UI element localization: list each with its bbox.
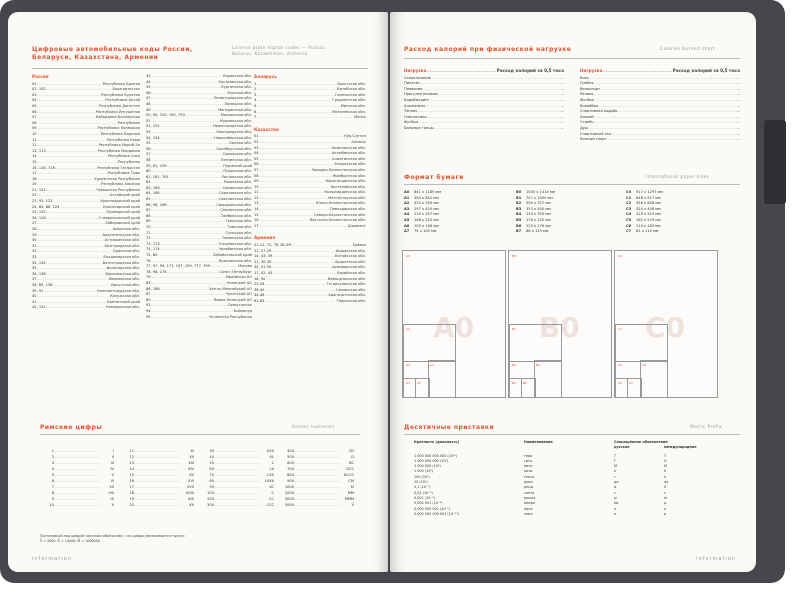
left-page — [8, 12, 388, 572]
paper-size-label: C1 — [618, 327, 623, 331]
list-item: Плавание ..... ... — [404, 87, 564, 93]
roman-row: 2000 ..... MM — [284, 490, 354, 496]
list-item: 18, 50 ..... Вайоцдзорская обл. — [254, 277, 366, 283]
paper-size-label: A0 — [406, 254, 410, 258]
list-item: 16, 116, 716 ..... Республика Татарстан — [32, 166, 140, 172]
list-item: 60 ..... Псковская обл. — [146, 169, 252, 175]
list-item: 79 ..... Еврейская АО — [146, 275, 252, 281]
list-item: 21, 121 ..... Чувашская Республика — [32, 188, 140, 194]
calories-right-table: Нагрузка ..... Расход калорий за 0,5 часа Бокс ..... ... Гребля ..... ... Велоспорт ..... ... Ролики ..... ... Футбол ..... ... Волейбол ..... ... Спортивная ходьба ..... ... Хоккей ..... ... Стрейч ..... ... Душ ..... ... Спортивный зал ..... ... Конный спорт ..... ... — [580, 68, 740, 143]
list-item: 07 ..... Кабардино-Балкарская — [32, 115, 140, 121]
list-item: 07 ..... Западно-Казахстанская обл. — [254, 168, 366, 174]
list-item: 06 ..... Республика Ингушетия — [32, 110, 140, 116]
list-item: 74, 174 ..... Челябинская обл. — [146, 247, 252, 253]
list-item: 13, 113 ..... Республика Мордовия — [32, 149, 140, 155]
list-item: 61, 161, 761 ..... Ростовская обл. — [146, 175, 252, 181]
list-item: Прогулка пешком ..... ... — [404, 92, 564, 98]
roman-note: Постановкой над цифрой черточки обозначают, что цифра увеличивается тысячу: V̅ = 5000; X̅ = 10000; M̅ = 1000000 — [40, 534, 186, 543]
list-item: Волейбол ..... ... — [580, 104, 740, 110]
paper-size-row: A4 210 x 297 мм — [404, 212, 439, 217]
paper-size-label: C0 — [618, 254, 623, 258]
list-item: 62 ..... Рязанская обл. — [146, 180, 252, 186]
roman-row: 11 ..... XI — [124, 448, 194, 454]
list-item: 36-40 ..... Сюникская обл. — [254, 288, 366, 294]
paper-size-label: C5 — [629, 381, 634, 385]
paper-size-row: C6 114 x 162 мм — [626, 223, 661, 228]
list-item: 30 ..... Астраханская обл. — [32, 238, 140, 244]
roman-row: 3000 ..... MMM — [284, 496, 354, 502]
list-item: 36, 136 ..... Воронежская обл. — [32, 272, 140, 278]
roman-row: 300 ..... CCC — [204, 502, 274, 508]
list-item: 57 ..... Орловская обл. — [146, 152, 252, 158]
roman-row: 30 ..... XXX — [204, 448, 274, 454]
divider — [32, 68, 368, 69]
roman-row: 15 ..... XV — [124, 472, 194, 478]
paper-watermark: A0 — [433, 311, 475, 344]
paper-size-label: B4 — [512, 381, 516, 385]
roman-row: 90 ..... XC — [204, 484, 274, 490]
list-item: 19 ..... Республика Хакасия — [32, 182, 140, 188]
list-item: 08 ..... Жамбылская обл. — [254, 174, 366, 180]
paper-size-label: B5 — [523, 381, 527, 385]
list-item: 06 ..... Атырауская обл. — [254, 162, 366, 168]
list-item: 38, 85, 138 ..... Иркутская обл. — [32, 283, 140, 289]
list-item: Бодибилдинг ..... ... — [404, 98, 564, 104]
list-item: Конный спорт ..... ... — [580, 137, 740, 143]
page-footer: information — [696, 556, 736, 562]
paper-size-row: B3 353 x 500 мм — [516, 206, 551, 211]
list-item: 54, 154 ..... Новосибирская обл. — [146, 136, 252, 142]
page-footer: information — [32, 556, 72, 562]
list-item: 32 ..... Брянская обл. — [32, 249, 140, 255]
prefix-row: 1 000 000 000 (10⁹) гига Г G — [414, 458, 667, 463]
divider — [40, 434, 360, 435]
paper-size-row: B6 125 x 176 мм — [516, 223, 551, 228]
list-item: 4 ..... Гродненская обл. — [254, 98, 366, 104]
list-item: 15 ..... Республика — [32, 160, 140, 166]
list-item: 73, 173 ..... Ульяновская обл. — [146, 242, 252, 248]
list-item: Стрейч ..... ... — [580, 120, 740, 126]
list-item: 63, 163 ..... Самарская обл. — [146, 186, 252, 192]
paper-subtitle: International paper sizes — [646, 175, 710, 180]
list-item: 40 ..... Калужская обл. — [32, 294, 140, 300]
list-item: Велоспорт ..... ... — [580, 87, 740, 93]
list-item: 5 ..... Минская обл. — [254, 104, 366, 110]
list-item: 42, 142 ..... Кемеровская обл. — [32, 305, 140, 311]
paper-b-series — [516, 190, 606, 235]
list-item: Скалолазание ..... ... — [404, 76, 564, 82]
list-item: 92 ..... Севастополь — [146, 303, 252, 309]
roman-row: 600 ..... DC — [284, 460, 354, 466]
list-item: 37 ..... Ивановская обл. — [32, 277, 140, 283]
list-item: 12 ..... Республика Марий Эл — [32, 143, 140, 149]
list-item: 86, 186 ..... Ханты-Мансийский АО — [146, 287, 252, 293]
prefix-table: Кратность (дольность) Наименование Сокращённое обозначение русское международное 1 000 000 000 000 (10¹²) тера Т T 1 000 000 000 (10⁹) гига Г G 1 000 000 (10⁶) мега М M 1 000 (10³) кило к k 100 (10²) гекто г h 10 (10¹) дека да da 0,1 (10⁻¹) деци д d 0,01 (10⁻²) санти с c 0,001 (10⁻³) милли м m 0,000 001 (10⁻⁶) микро мк μ 0,000 000 001 (10⁻⁹) нано н n 0,000 000 000 001 (10⁻¹²) пико п p — [414, 440, 724, 517]
list-item: 1 ..... Брестская обл. — [254, 82, 366, 88]
list-item: 34, 134 ..... Волгоградская обл. — [32, 261, 140, 267]
paper-size-row: B1 707 x 1000 мм — [516, 195, 553, 200]
paper-size-row: C0 917 x 1297 мм — [626, 190, 663, 194]
roman-row: 4 ..... IV — [44, 466, 114, 472]
paper-watermark: B0 — [539, 311, 580, 344]
list-item: 01-11, 72, 78, 81-99 ..... Ереван — [254, 243, 366, 249]
calories-subtitle: Calories burned chart — [660, 47, 715, 52]
list-item: 78, 98, 178 ..... Санкт-Петербург — [146, 270, 252, 276]
list-item: 03 ..... Республика Бурятия — [32, 93, 140, 99]
list-item: 01 ..... Республика Адыгея — [32, 82, 140, 88]
prefix-subtitle: Metric Prefix — [690, 425, 722, 430]
paper-size-row: B7 88 x 125 мм — [516, 229, 549, 234]
list-item: 52, 152 ..... Нижегородская обл. — [146, 124, 252, 130]
roman-row: 800 ..... DCCC — [284, 472, 354, 478]
roman-row: 40 ..... XL — [204, 454, 274, 460]
plate-codes-subtitle: License plate digital codes — Russia, Belarus, Kazakhstan, Armenia — [232, 46, 327, 57]
list-item: 21, 30-35 ..... Араратская обл. — [254, 260, 366, 266]
list-item: 47 ..... Ленинградская обл. — [146, 96, 252, 102]
roman-row: 6 ..... VI — [44, 478, 114, 484]
paper-size-row: B0 1000 x 1414 мм — [516, 190, 556, 194]
paper-size-row: B2 500 x 707 мм — [516, 201, 551, 206]
list-item: 03 ..... Акмолинская обл. — [254, 146, 366, 152]
list-item: 08 ..... Республика — [32, 121, 140, 127]
list-item: 83 ..... Ненецкий АО — [146, 281, 252, 287]
list-item: 17 ..... Республика Тыва — [32, 171, 140, 177]
roman-row: 9 ..... IX — [44, 496, 114, 502]
list-item: 17 ..... Шымкент — [254, 224, 366, 230]
list-item: 95 ..... Чеченская Республика — [146, 315, 252, 321]
paper-a-series — [404, 190, 494, 235]
roman-row: 13 ..... XIII — [124, 460, 194, 466]
list-item: 53 ..... Новгородская обл. — [146, 130, 252, 136]
calories-title: Расход калорий при физической нагрузке — [404, 46, 572, 53]
list-item: 02 ..... Алматы — [254, 140, 366, 146]
roman-row: 8 ..... VIII — [44, 490, 114, 496]
paper-diagram-a — [402, 250, 506, 398]
list-item: 7 ..... Минск — [254, 115, 366, 121]
list-item: 44 ..... Костромская обл. — [146, 80, 252, 86]
list-item: 48 ..... Липецкая обл. — [146, 102, 252, 108]
roman-row: 17 ..... XVII — [124, 484, 194, 490]
divider — [404, 434, 740, 435]
prefix-row: 0,01 (10⁻²) санти с c — [414, 490, 666, 495]
list-item: Футбол ..... ... — [404, 120, 564, 126]
list-item: 64, 164 ..... Саратовская обл. — [146, 191, 252, 197]
prefix-row: 0,000 000 000 001 (10⁻¹²) пико п p — [414, 511, 667, 516]
list-item: 13 ..... Южно-Казахстанская обл. — [254, 201, 366, 207]
list-item: 65 ..... Сахалинская обл. — [146, 197, 252, 203]
roman-row: 19 ..... XIX — [124, 496, 194, 502]
paper-size-row: C5 162 x 229 мм — [626, 217, 661, 222]
roman-subtitle: Roman numerals — [292, 425, 335, 430]
paper-diagram-c — [614, 250, 718, 398]
russia-heading: Россия — [32, 74, 49, 79]
list-item: 3 ..... Гомельская обл. — [254, 93, 366, 99]
roman-row: 500 ..... D — [284, 454, 354, 460]
list-item: 41 ..... Камчатский край — [32, 300, 140, 306]
list-item: 77, 97, 99, 177, 197, 199, 777, 799 ..... Москва — [146, 264, 252, 270]
kazakhstan-heading: Казахстан — [254, 126, 279, 132]
list-item: 44-48 ..... Арагацотнская обл. — [254, 293, 366, 299]
list-item: 50, 90, 150, 190, 750 ..... Московская обл. — [146, 113, 252, 119]
list-item: 68 ..... Тамбовская обл. — [146, 214, 252, 220]
list-item: 11 ..... Республика Коми — [32, 138, 140, 144]
paper-c-series — [626, 190, 716, 235]
list-item: Спортивный зал ..... ... — [580, 132, 740, 138]
list-item: 49 ..... Магаданская обл. — [146, 108, 252, 114]
roman-row: 80 ..... LXXX — [204, 478, 274, 484]
roman-column — [204, 448, 274, 508]
list-item: 16 ..... Восточно-Казахстанская обл. — [254, 218, 366, 224]
roman-row: 2 ..... II — [44, 454, 114, 460]
list-item: 14, 43, 49 ..... Котайкская обл. — [254, 254, 366, 260]
list-item: 17, 42, 43 ..... Лорийская обл. — [254, 271, 366, 277]
list-item: 18 ..... Удмуртская Республика — [32, 177, 140, 183]
list-item: 58 ..... Пензенская обл. — [146, 158, 252, 164]
roman-row: 12 ..... XII — [124, 454, 194, 460]
list-item: 01 ..... Нур-Султан — [254, 134, 366, 140]
prefix-row: 0,000 000 001 (10⁻⁹) нано н n — [414, 506, 667, 511]
list-item: 72 ..... Тюменская обл. — [146, 236, 252, 242]
roman-row: 1000 ..... M — [284, 484, 354, 490]
roman-column — [124, 448, 194, 508]
list-item: 31 ..... Белгородская обл. — [32, 244, 140, 250]
roman-row: 400 ..... CD — [284, 448, 354, 454]
paper-size-label: C3 — [618, 363, 623, 367]
list-item: 04 ..... Актюбинская обл. — [254, 151, 366, 157]
roman-row: 20 ..... XX — [124, 502, 194, 508]
roman-row: 3 ..... III — [44, 460, 114, 466]
list-item: 2 ..... Витебская обл. — [254, 87, 366, 93]
roman-row: 1 ..... I — [44, 448, 114, 454]
list-item: 46 ..... Курская обл. — [146, 91, 252, 97]
list-item: 24, 84, 88, 124 ..... Красноярский край — [32, 205, 140, 211]
list-item: 22 ..... Алтайский край — [32, 193, 140, 199]
roman-row: 18 ..... XVIII — [124, 490, 194, 496]
list-item: Пилатес ..... ... — [404, 81, 564, 87]
elastic-strap — [764, 120, 786, 204]
prefix-row: 100 (10²) гекто г h — [414, 474, 667, 479]
list-item: Альпинизм ..... ... — [404, 104, 564, 110]
list-item: 04 ..... Республика Алтай — [32, 98, 140, 104]
list-item: 55 ..... Омская обл. — [146, 141, 252, 147]
list-item: 09 ..... Карагандинская обл. — [254, 179, 366, 185]
paper-size-label: C2 — [642, 363, 647, 367]
roman-title: Римские цифры — [40, 424, 103, 431]
paper-size-label: A3 — [406, 363, 410, 367]
paper-size-label: A1 — [406, 327, 410, 331]
list-item: 29 ..... Архангельская обл. — [32, 233, 140, 239]
list-item: 28 ..... Амурская обл. — [32, 227, 140, 233]
paper-size-label: B3 — [512, 363, 516, 367]
roman-row: 200 ..... CC — [204, 496, 274, 502]
divider — [404, 184, 740, 185]
armenia-heading: Армения — [254, 235, 276, 241]
paper-size-row: A7 74 x 105 мм — [404, 229, 437, 234]
paper-size-row: A5 148 x 210 мм — [404, 217, 439, 222]
list-item: 39, 91 ..... Калининградская обл. — [32, 289, 140, 295]
paper-size-row: A6 105 x 148 мм — [404, 223, 439, 228]
roman-row: 16 ..... XVI — [124, 478, 194, 484]
paper-size-label: B1 — [512, 327, 516, 331]
list-item: 75, 80 ..... Забайкальский край — [146, 253, 252, 259]
list-item: 25-26 ..... Гегаркуникская обл. — [254, 282, 366, 288]
paper-size-row: A3 297 x 420 мм — [404, 206, 439, 211]
list-item: 27 ..... Хабаровский край — [32, 221, 140, 227]
list-item: Бокс ..... ... — [580, 76, 740, 82]
list-item: Бальные танцы ..... ... — [404, 126, 564, 132]
list-item: 15 ..... Северо-Казахстанская обл. — [254, 213, 366, 219]
list-item: 26, 126 ..... Ставропольский край — [32, 216, 140, 222]
calories-left-table: Нагрузка ..... Расход калорий за 0,5 часа Скалолазание ..... ... Пилатес ..... ... Плавание ..... ... Прогулка пешком ..... ... Бодибилдинг ..... ... Альпинизм ..... ... Теннис ..... ... Гимнастика ..... ... Футбол ..... ... Бальные танцы ..... ... — [404, 68, 564, 132]
prefix-title: Десятичные приставки — [404, 424, 495, 431]
list-item: 56 ..... Оренбургская обл. — [146, 147, 252, 153]
list-item: 76 ..... Ярославская обл. — [146, 259, 252, 265]
paper-size-label: A5 — [417, 381, 421, 385]
paper-size-row: C4 229 x 324 мм — [626, 212, 661, 217]
list-item: 43 ..... Кировская обл. — [146, 74, 252, 80]
paper-size-row: A2 420 x 594 мм — [404, 201, 439, 206]
plate-codes-title: Цифровые автомобильные коды России, Беларуси, Казахстана, Армении — [32, 46, 193, 61]
belarus-heading: Беларусь — [254, 74, 277, 79]
list-item: 09 ..... Республика Калмыкия — [32, 126, 140, 132]
list-item: 70 ..... Томская обл. — [146, 225, 252, 231]
list-item: 14 ..... Республика Саха — [32, 154, 140, 160]
list-item: 51 ..... Мурманская обл. — [146, 119, 252, 125]
roman-row: 700 ..... DCC — [284, 466, 354, 472]
paper-size-row: A1 594 x 841 мм — [404, 195, 439, 200]
list-item: Футбол ..... ... — [580, 98, 740, 104]
roman-column — [44, 448, 114, 508]
list-item: 25, 125 ..... Приморский край — [32, 210, 140, 216]
list-item: 87 ..... Чукотский АО — [146, 292, 252, 298]
paper-size-row: C3 324 x 458 мм — [626, 206, 661, 211]
list-item: 89 ..... Ямало-Ненецкий АО — [146, 298, 252, 304]
list-item: 35 ..... Вологодская обл. — [32, 266, 140, 272]
paper-size-row: B4 250 x 353 мм — [516, 212, 551, 217]
paper-size-row: C2 458 x 648 мм — [626, 201, 661, 206]
divider — [404, 58, 740, 59]
list-item: 10 ..... Республика Карелия — [32, 132, 140, 138]
paper-watermark: C0 — [645, 311, 686, 344]
paper-size-label: B2 — [536, 363, 540, 367]
paper-size-label: A2 — [430, 363, 434, 367]
other-countries-column — [254, 74, 366, 305]
list-item: 12, 27-29 ..... Ширакская обл. — [254, 249, 366, 255]
list-item: 71 ..... Тульская обл. — [146, 231, 252, 237]
prefix-row: 0,000 001 (10⁻⁶) микро мк μ — [414, 501, 667, 506]
roman-row: 900 ..... CM — [284, 478, 354, 484]
paper-size-row: B5 176 x 250 мм — [516, 217, 551, 222]
list-item: 6 ..... Могилёвская обл. — [254, 110, 366, 116]
list-item: Гребля ..... ... — [580, 81, 740, 87]
list-item: Хоккей ..... ... — [580, 115, 740, 121]
list-item: Ролики ..... ... — [580, 92, 740, 98]
list-item: 69 ..... Тверская обл. — [146, 219, 252, 225]
list-item: Теннис ..... ... — [404, 109, 564, 115]
paper-size-label: C4 — [618, 381, 623, 385]
roman-row: 5000 ..... V̅ — [284, 502, 354, 508]
paper-title: Формат бумаги — [404, 174, 464, 181]
paper-diagram-b — [508, 250, 612, 398]
list-item: 67 ..... Смоленская обл. — [146, 208, 252, 214]
roman-row: 10 ..... X — [44, 502, 114, 508]
right-page — [390, 12, 756, 572]
russia-column-2 — [146, 74, 252, 320]
list-item: 05 ..... Алматинская обл. — [254, 157, 366, 163]
paper-size-label: B0 — [512, 254, 516, 258]
list-item: Душ ..... ... — [580, 126, 740, 132]
prefix-row: 0,001 (10⁻³) милли м m — [414, 495, 668, 500]
list-item: 10 ..... Костанайская обл. — [254, 185, 366, 191]
prefix-row: 1 000 000 (10⁶) мега М M — [414, 464, 667, 469]
list-item: 94 ..... Байконур — [146, 309, 252, 315]
roman-row: 7 ..... VII — [44, 484, 114, 490]
prefix-row: 1 000 (10³) кило к k — [414, 469, 666, 474]
russia-column-1 — [32, 74, 140, 311]
prefix-row: 10 (10¹) дека да da — [414, 480, 669, 485]
list-item: 61-63 ..... Тавушская обл. — [254, 299, 366, 305]
roman-row: 5 ..... V — [44, 472, 114, 478]
roman-column — [284, 448, 354, 508]
list-item: 23, 93, 123 ..... Краснодарский край — [32, 199, 140, 205]
list-item: 14 ..... Павлодарская обл. — [254, 207, 366, 213]
list-item: 33 ..... Владимирская обл. — [32, 255, 140, 261]
paper-size-label: A4 — [406, 381, 410, 385]
roman-row: 50 ..... L — [204, 460, 274, 466]
list-item: 66, 96, 196 ..... Свердловская обл. — [146, 203, 252, 209]
list-item: Гимнастика ..... ... — [404, 115, 564, 121]
roman-row: 70 ..... LXX — [204, 472, 274, 478]
prefix-row: 1 000 000 000 000 (10¹²) тера Т T — [414, 453, 667, 458]
list-item: Спортивная ходьба ..... ... — [580, 109, 740, 115]
roman-row: 60 ..... LX — [204, 466, 274, 472]
roman-row: 100 ..... C — [204, 490, 274, 496]
list-item: 05 ..... Республика Дагестан — [32, 104, 140, 110]
list-item: 11 ..... Кызылординская обл. — [254, 190, 366, 196]
paper-size-row: C1 648 x 917 мм — [626, 195, 661, 200]
list-item: 02, 102 ..... Башкортостан — [32, 87, 140, 93]
roman-row: 14 ..... XIV — [124, 466, 194, 472]
paper-size-row: A0 841 x 1189 мм — [404, 190, 441, 194]
prefix-row: 0,1 (10⁻¹) деци д d — [414, 485, 667, 490]
list-item: 34, 51-59 ..... Армавирская обл. — [254, 265, 366, 271]
list-item: 12 ..... Мангистауская обл. — [254, 196, 366, 202]
list-item: 59, 81, 159 ..... Пермский край — [146, 164, 252, 170]
paper-size-row: C7 81 x 114 мм — [626, 229, 659, 234]
list-item: 45 ..... Курганская обл. — [146, 85, 252, 91]
